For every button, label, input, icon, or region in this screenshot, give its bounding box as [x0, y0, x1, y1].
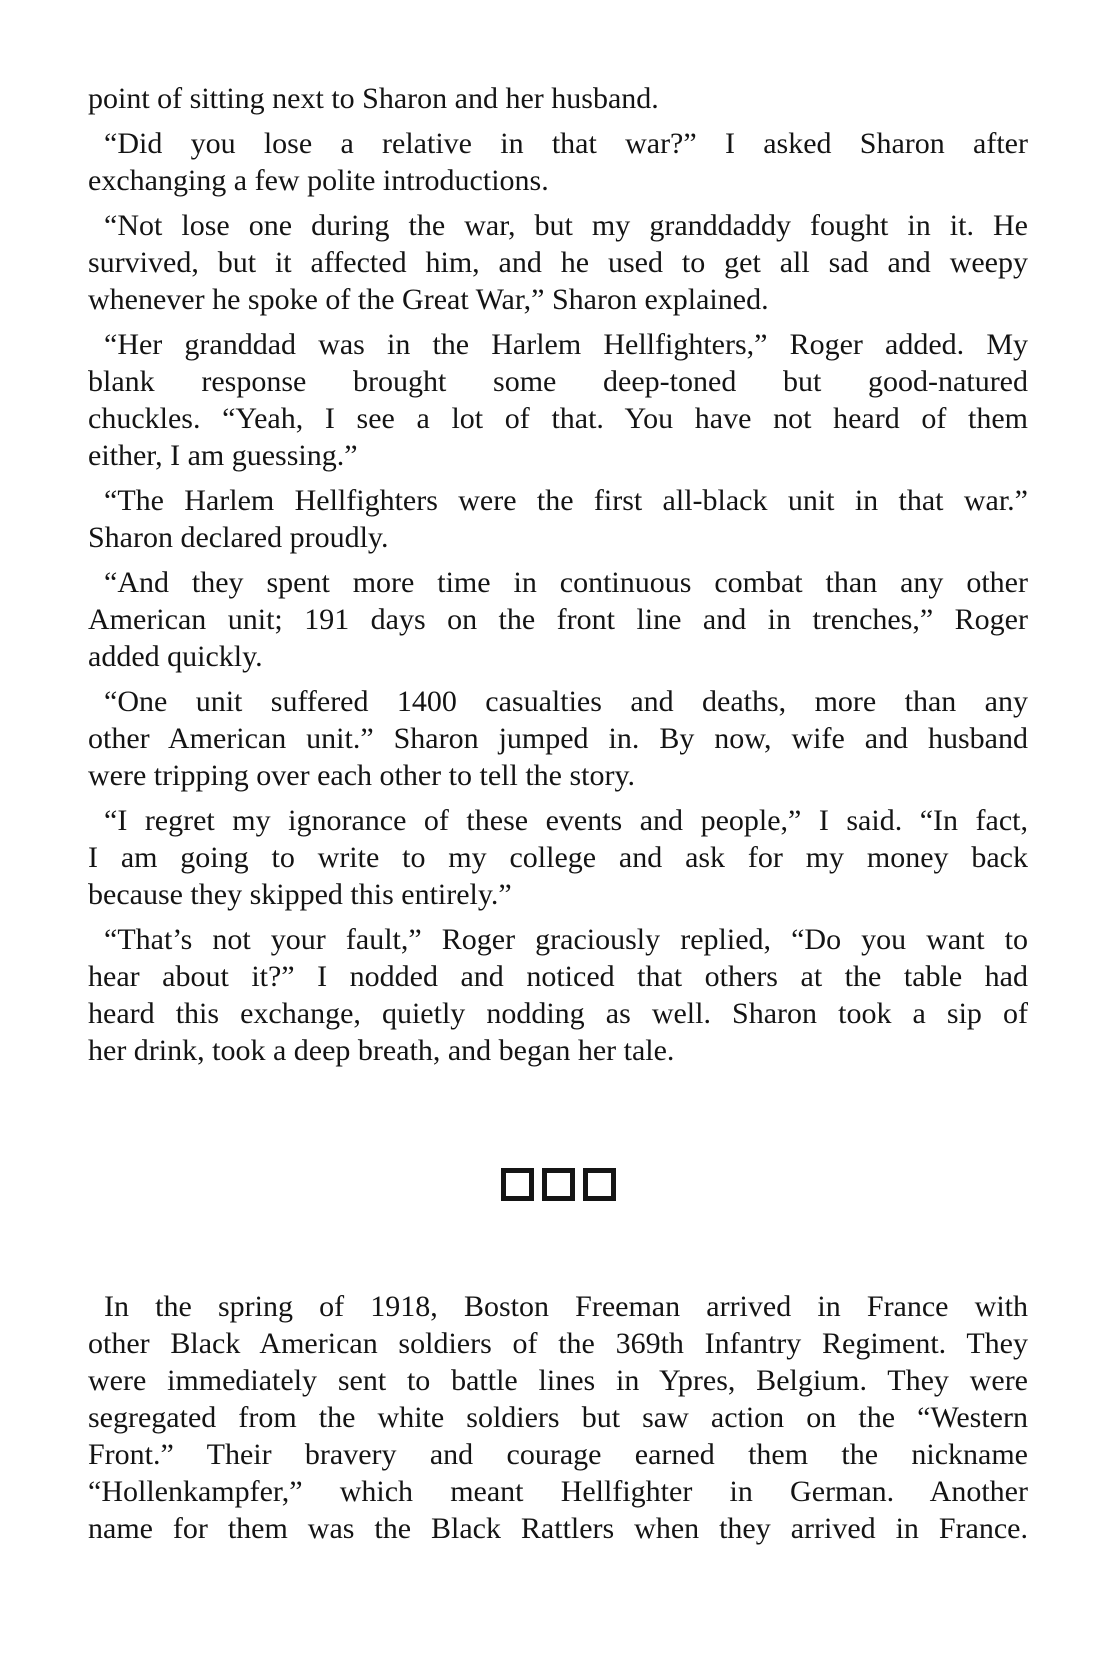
paragraph: [88, 802, 1028, 913]
text-line: either, I am guessing.”: [88, 439, 358, 472]
text-line: survived, but it affected him, and he used to get all sad and weepy: [88, 246, 1028, 279]
text-line: added quickly.: [88, 640, 263, 673]
scene-break: [88, 1168, 1028, 1202]
text-line: her drink, took a deep breath, and began her tale.: [88, 1034, 675, 1067]
text-line: “That’s not your fault,” Roger graciously replied, “Do you want to: [104, 923, 1028, 956]
paragraph: [88, 1288, 1028, 1547]
text-line: I am going to write to my college and ask for my money back: [88, 841, 1028, 874]
paragraph: [88, 564, 1028, 675]
text-line: Front.” Their bravery and courage earned them the nickname: [88, 1438, 1028, 1471]
text-line: heard this exchange, quietly nodding as well. Sharon took a sip of: [88, 997, 1028, 1030]
text-line: segregated from the white soldiers but saw action on the “Western: [88, 1401, 1028, 1434]
text-line: Sharon declared proudly.: [88, 521, 389, 554]
text-line: hear about it?” I nodded and noticed that others at the table had: [88, 960, 1028, 993]
text-line: “Her granddad was in the Harlem Hellfighters,” Roger added. My: [104, 328, 1028, 361]
text-line: “Not lose one during the war, but my granddaddy fought in it. He: [104, 209, 1028, 242]
text-line: American unit; 191 days on the front line and in trenches,” Roger: [88, 603, 1028, 636]
text-line: “Hollenkampfer,” which meant Hellfighter in German. Another: [88, 1475, 1028, 1508]
text-line: “The Harlem Hellfighters were the first all-black unit in that war.”: [104, 484, 1028, 517]
text-line: In the spring of 1918, Boston Freeman arrived in France with: [104, 1290, 1028, 1323]
paragraph: [88, 80, 1028, 117]
text-line: exchanging a few polite introductions.: [88, 164, 549, 197]
text-line: “And they spent more time in continuous combat than any other: [104, 566, 1028, 599]
text-line: were tripping over each other to tell the story.: [88, 759, 636, 792]
text-column: [88, 80, 1028, 1555]
text-line: chuckles. “Yeah, I see a lot of that. You have not heard of them: [88, 402, 1028, 435]
paragraph: [88, 207, 1028, 318]
text-line: other American unit.” Sharon jumped in. By now, wife and husband: [88, 722, 1028, 755]
text-line: other Black American soldiers of the 369th Infantry Regiment. They: [88, 1327, 1028, 1360]
text-line: name for them was the Black Rattlers when they arrived in France.: [88, 1512, 1028, 1545]
text-line: point of sitting next to Sharon and her husband.: [88, 82, 659, 115]
paragraph: [88, 482, 1028, 556]
scene-break-square-icon: [583, 1168, 616, 1201]
paragraph: [88, 326, 1028, 474]
paragraph: [88, 683, 1028, 794]
text-line: “One unit suffered 1400 casualties and deaths, more than any: [104, 685, 1028, 718]
text-line: were immediately sent to battle lines in Ypres, Belgium. They were: [88, 1364, 1028, 1397]
text-line: because they skipped this entirely.”: [88, 878, 512, 911]
text-line: “I regret my ignorance of these events and people,” I said. “In fact,: [104, 804, 1028, 837]
scene-break-square-icon: [501, 1168, 534, 1201]
text-line: “Did you lose a relative in that war?” I asked Sharon after: [104, 127, 1028, 160]
paragraph: [88, 921, 1028, 1069]
paragraph: [88, 125, 1028, 199]
scene-break-square-icon: [542, 1168, 575, 1201]
text-line: whenever he spoke of the Great War,” Sharon explained.: [88, 283, 769, 316]
text-line: blank response brought some deep-toned but good-natured: [88, 365, 1028, 398]
